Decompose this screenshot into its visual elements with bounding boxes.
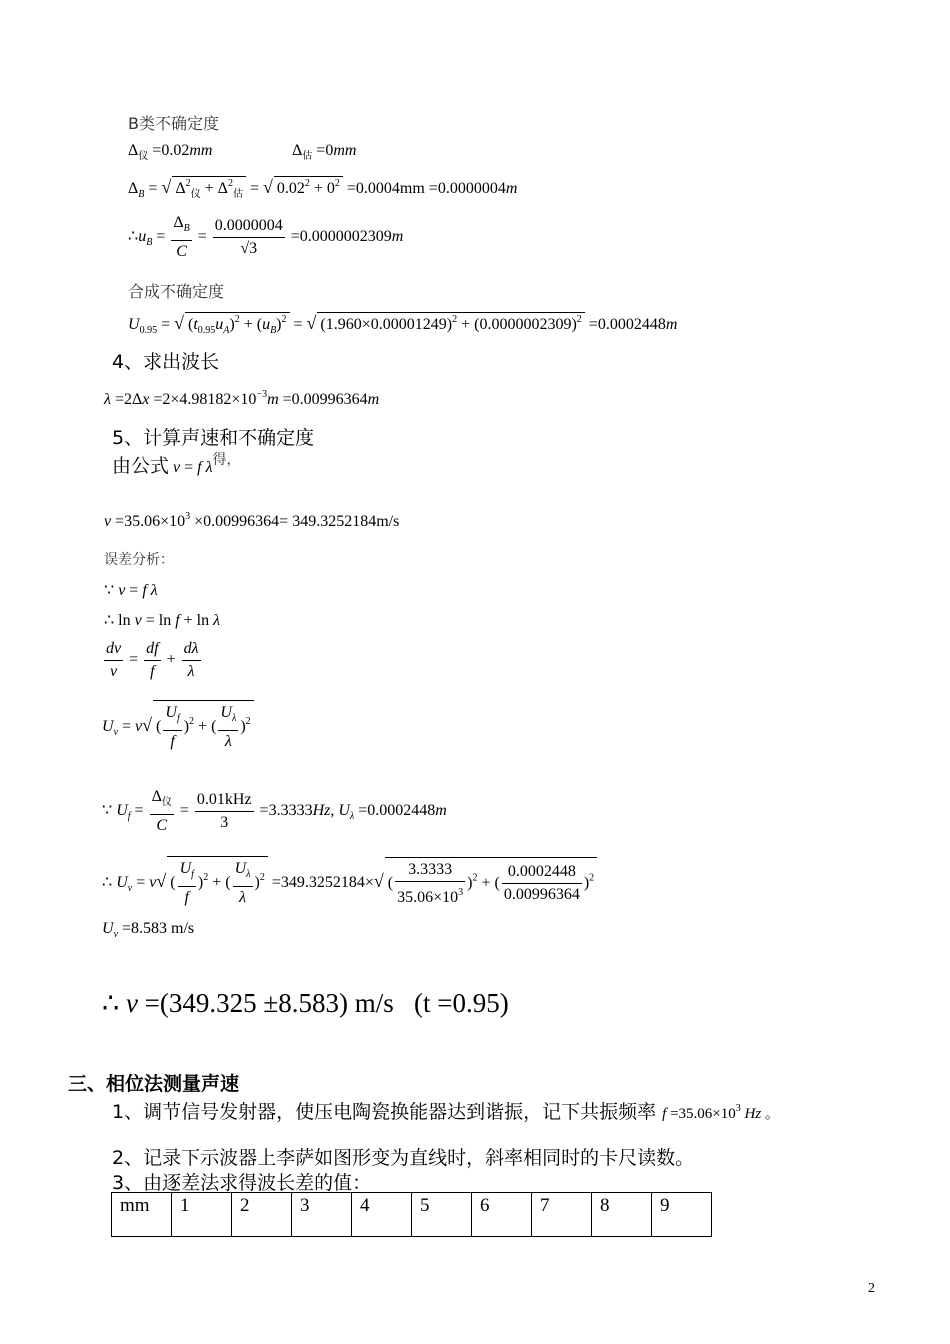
ln-v-eq: ∴ ln v = ln f + ln λ bbox=[104, 612, 221, 629]
final-result-eq: ∴ v =(349.325 ±8.583) m/s (t =0.95) bbox=[102, 988, 509, 1018]
combined-uncertainty-heading: 合成不确定度 bbox=[128, 282, 225, 301]
section3-item2: 2、记录下示波器上李萨如图形变为直线时，斜率相同时的卡尺读数。 bbox=[112, 1147, 695, 1169]
section3-title: 三、相位法测量声速 bbox=[68, 1073, 240, 1095]
section3-item1: 1、调节信号发射器，使压电陶瓷换能器达到谐振，记下共振频率 $f =35.06\times 10^3$ Hz 。 bbox=[112, 1101, 780, 1123]
velocity-eq: $v =35.06\times 10^3 \times 0.00996364= 349.3252184m/s$ bbox=[104, 511, 400, 530]
step5-heading: 5、计算声速和不确定度 bbox=[112, 427, 315, 449]
u-v-numeric-eq: ∴ $U_v = v√$ ( $\frac{U_f}{f}$ )$^2$ + ( $\frac{U_\lambda}{\lambda}$ )$^2$ =349.3252184×√ ( $\frac{3.3333}{35.06\times 10^3}$ )$^2$ + ( $\frac{0.0002448}{0.00996364}$ )$^2$ bbox=[102, 856, 597, 909]
delta-b-eq: $\Delta_B$ = √ $\Delta^2_仪 + \Delta^2_估$ = √ $0.02^2 + 0^2 =0.0004mm =0.0000004m$ bbox=[128, 177, 518, 200]
table-header-cell: 3 bbox=[292, 1193, 352, 1237]
u-v-result-eq: $U_v =8.583$ m/s bbox=[102, 920, 195, 940]
table-header-cell: 5 bbox=[412, 1193, 472, 1237]
delta-estimate-eq: $\Delta_估 =0mm$ bbox=[292, 142, 357, 162]
table-header-cell: 1 bbox=[172, 1193, 232, 1237]
table-header-cell: 6 bbox=[472, 1193, 532, 1237]
reading-table bbox=[111, 1192, 712, 1237]
delta-instrument-eq: $\Delta_仪 =0.02mm$ bbox=[128, 142, 213, 162]
error-analysis-heading: 误差分析： bbox=[104, 552, 174, 568]
u-b-eq: $\therefore u_B$ = $\frac{\Delta_B}{C}$ = $\frac{0.0000004}{√3}$ =0.0000002309m bbox=[128, 214, 404, 260]
combined-uncertainty-eq: $U_{0.95}$ = √ $(t_{0.95}u_A)^2 + (u_B)^2$ = √ $(1.960\times 0.00001249)^2 + (0.0000002309)^2 =0.0002448m$ bbox=[128, 313, 678, 336]
step4-heading: 4、求出波长 bbox=[112, 351, 220, 373]
table-header-cell: 8 bbox=[592, 1193, 652, 1237]
table-header-cell: 4 bbox=[352, 1193, 412, 1237]
differential-eq: $\frac{dv}{v}$ = $\frac{df}{f}$ + $\frac{d\lambda}{\lambda}$ bbox=[106, 640, 199, 680]
b-uncertainty-heading: B类不确定度 bbox=[128, 114, 219, 133]
because-v-eq: ∵ v = f λ bbox=[104, 582, 158, 599]
u-v-formula-eq: $U_v = v√$ ( $\frac{U_f}{f}$ )$^2$ + ( $\frac{U_\lambda}{\lambda}$ )$^2$ bbox=[102, 700, 254, 753]
by-formula-line: 由公式 v = f $\lambda^{得,}$ bbox=[112, 452, 241, 477]
u-f-eq: ∵ $U_f$ = $\frac{\Delta_仪}{C}$ = $\frac{\text{0.01kHz}}{3}$ =3.3333Hz, $U_\lambda =0.0002448m$ bbox=[102, 788, 447, 834]
page-number: 2 bbox=[868, 1281, 875, 1296]
table-header-cell: mm bbox=[112, 1193, 172, 1237]
table-row bbox=[112, 1193, 712, 1237]
table-header-cell: 7 bbox=[532, 1193, 592, 1237]
wavelength-eq: $\lambda =2\Delta x =2\times 4.98182\times 10^{-3}m =0.00996364m$ bbox=[104, 389, 380, 408]
table-header-cell: 9 bbox=[652, 1193, 712, 1237]
section3-item3: 3、由逐差法求得波长差的值： bbox=[112, 1172, 372, 1194]
table-header-cell: 2 bbox=[232, 1193, 292, 1237]
